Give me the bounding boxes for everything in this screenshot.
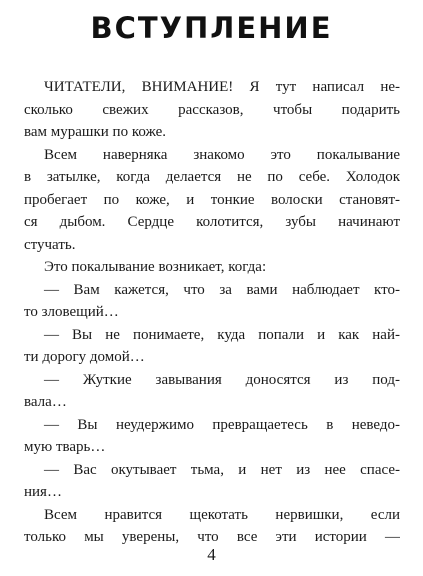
text-line: — Вас окутывает тьма, и нет из нее спасе- [44, 461, 400, 478]
text-line: ЧИТАТЕЛИ, ВНИМАНИЕ! Я тут написал не- [44, 79, 400, 95]
text-line: — Жуткие завывания доносятся из под- [44, 371, 400, 388]
text-line: то зловещий… [24, 304, 119, 320]
text-line: ния… [24, 484, 62, 500]
text-line: — Вам кажется, что за вами наблюдает кто- [44, 281, 400, 298]
text-line: Всем нравится щекотать нервишки, если [44, 506, 400, 523]
text-line: пробегает по коже, и тонкие волоски становят- [24, 191, 400, 208]
text-line: ся дыбом. Сердце колотится, зубы начинают [24, 214, 400, 230]
text-line: вам мурашки по коже. [24, 124, 167, 140]
text-line: — Вы не понимаете, куда попали и как най- [44, 326, 400, 343]
text-line: в затылке, когда делается не по себе. Холодок [24, 169, 400, 185]
text-line: Всем наверняка знакомо это покалывание [44, 146, 400, 163]
text-line: мую тварь… [24, 439, 106, 455]
page-number: 4 [207, 545, 216, 564]
text-line: вала… [24, 394, 67, 410]
chapter-heading: ВСТУПЛЕНИЕ [90, 11, 333, 45]
text-line: — Вы неудержимо превращаетесь в неведо- [44, 416, 400, 433]
text-line: Это покалывание возникает, когда: [44, 259, 267, 275]
body-text [24, 76, 400, 549]
text-line: стучать. [24, 236, 76, 253]
text-line: ти дорогу домой… [24, 349, 145, 365]
text-line: только мы уверены, что все эти истории — [24, 529, 400, 545]
text-line: сколько свежих рассказов, чтобы подарить [24, 101, 400, 118]
